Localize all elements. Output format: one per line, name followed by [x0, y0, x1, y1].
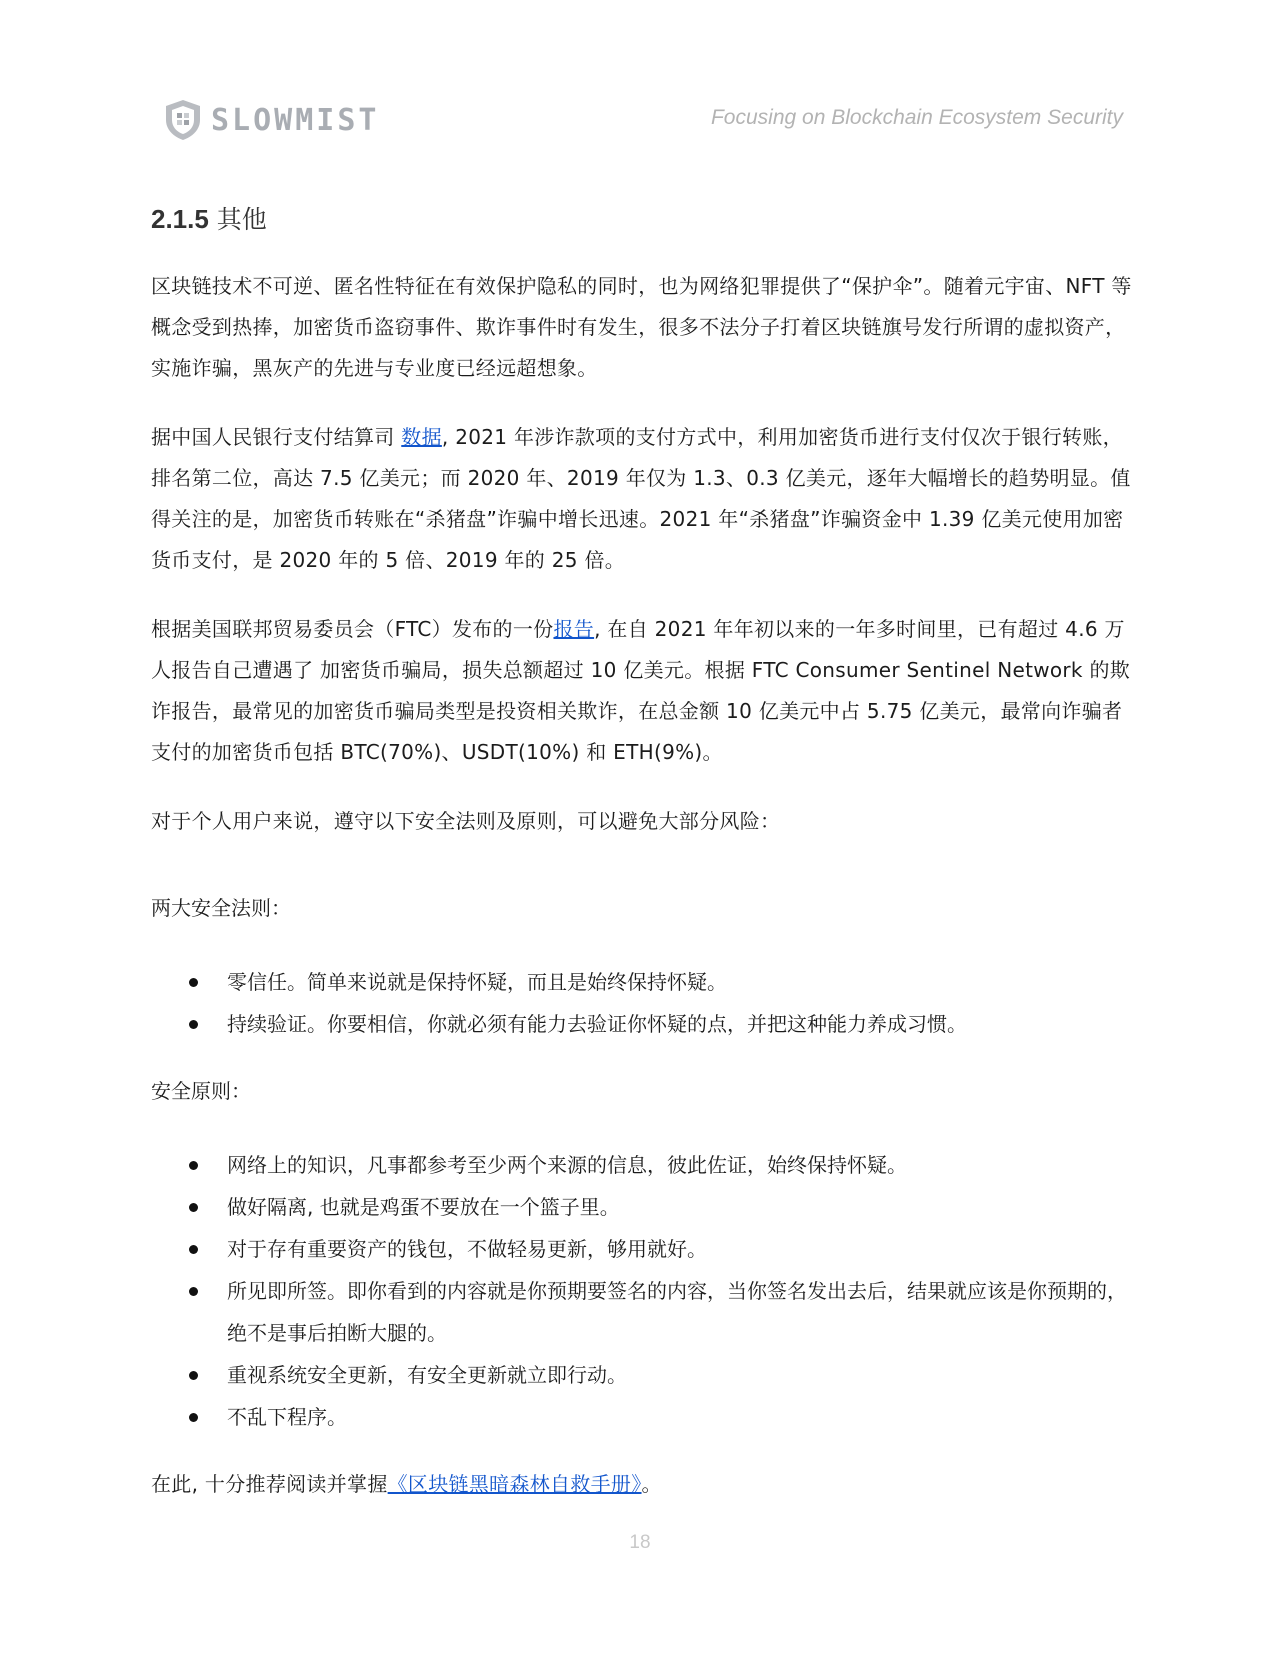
list-item-text: 所见即所签。即你看到的内容就是你预期要签名的内容，当你签名发出去后，结果就应该是你预期的，绝不是事后拍断大腿的。	[227, 1279, 1127, 1345]
paragraph-text: 。	[641, 1472, 662, 1496]
list-item-text: 做好隔离, 也就是鸡蛋不要放在一个篮子里。	[227, 1195, 620, 1219]
rules-list	[151, 961, 1141, 1045]
paragraph-text: 在此, 十分推荐阅读并掌握	[151, 1472, 388, 1496]
paragraph-user-advice	[151, 801, 1141, 842]
principles-label: 安全原则：	[151, 1079, 251, 1103]
section-number: 2.1.5	[151, 204, 209, 234]
logo-wordmark: SLOWMIST	[211, 102, 380, 138]
list-item	[151, 1354, 1141, 1396]
paragraph-text: 据中国人民银行支付结算司	[151, 425, 402, 449]
handbook-link[interactable]: 《区块链黑暗森林自救手册》	[387, 1472, 642, 1496]
paragraph-ftc-report	[151, 609, 1141, 773]
bullet-icon	[189, 1161, 198, 1170]
paragraph-text: , 在自 2021 年年初以来的一年多时间里，已有超过 4.6 万人报告自己遭遇了 加密货币骗局，损失总额超过 10 亿美元。根据 FTC Consumer Sentinel Network 的欺诈报告，最常见的加密货币骗局类型是投资相关欺诈，在总金额 10 亿美元中占 5.75 亿美元，最常向诈骗者支付的加密货币包括 BTC(70%)、USDT(10%) 和 ETH(9%)。	[151, 617, 1131, 764]
list-item	[151, 1144, 1141, 1186]
page-number: 18	[629, 1532, 651, 1553]
paragraph-closing	[151, 1464, 1141, 1505]
list-item-text: 网络上的知识，凡事都参考至少两个来源的信息，彼此佐证，始终保持怀疑。	[227, 1153, 907, 1177]
section-heading	[151, 200, 1141, 236]
principles-list	[151, 1144, 1141, 1438]
page-content	[151, 200, 1141, 1533]
paragraph-text: 对于个人用户来说，遵守以下安全法则及原则，可以避免大部分风险：	[151, 809, 781, 833]
list-item	[151, 1186, 1141, 1228]
list-item	[151, 1270, 1141, 1354]
list-item	[151, 1003, 1141, 1045]
list-item	[151, 1228, 1141, 1270]
report-link[interactable]: 报告	[553, 617, 595, 641]
list-item-text: 持续验证。你要相信，你就必须有能力去验证你怀疑的点，并把这种能力养成习惯。	[227, 1012, 967, 1036]
slowmist-logo	[163, 98, 380, 142]
bullet-icon	[189, 1413, 198, 1422]
section-title: 其他	[216, 205, 267, 234]
bullet-icon	[189, 1287, 198, 1296]
paragraph-text: 区块链技术不可逆、匿名性特征在有效保护隐私的同时，也为网络犯罪提供了“保护伞”。随着元宇宙、NFT 等概念受到热捧，加密货币盗窃事件、欺诈事件时有发生，很多不法分子打着区块链旗号发行所谓的虚拟资产，实施诈骗，黑灰产的先进与专业度已经远超想象。	[151, 274, 1132, 380]
list-item-text: 对于存有重要资产的钱包，不做轻易更新，够用就好。	[227, 1237, 707, 1261]
bullet-icon	[189, 978, 198, 987]
bullet-icon	[189, 1245, 198, 1254]
page-header	[0, 94, 1280, 154]
list-item-text: 零信任。简单来说就是保持怀疑，而且是始终保持怀疑。	[227, 970, 727, 994]
data-link[interactable]: 数据	[401, 425, 442, 449]
list-item-text: 重视系统安全更新，有安全更新就立即行动。	[227, 1363, 627, 1387]
list-item	[151, 1396, 1141, 1438]
list-item	[151, 961, 1141, 1003]
list-item-text: 不乱下程序。	[227, 1405, 347, 1429]
paragraph-text: , 2021 年涉诈款项的支付方式中，利用加密货币进行支付仅次于银行转账，排名第二位，高达 7.5 亿美元；而 2020 年、2019 年仅为 1.3、0.3 亿美元，逐年大幅增长的趋势明显。值得关注的是，加密货币转账在“杀猪盘”诈骗中增长迅速。2021 年“杀猪盘”诈骗资金中 1.39 亿美元使用加密货币支付，是 2020 年的 5 倍、2019 年的 25 倍。	[151, 425, 1131, 572]
rules-label: 两大安全法则：	[151, 896, 291, 920]
shield-icon	[163, 98, 203, 142]
bullet-icon	[189, 1371, 198, 1380]
paragraph-intro	[151, 266, 1141, 389]
header-tagline: Focusing on Blockchain Ecosystem Security	[710, 106, 1123, 129]
bullet-icon	[189, 1020, 198, 1029]
paragraph-pboc-data	[151, 417, 1141, 581]
paragraph-text: 根据美国联邦贸易委员会（FTC）发布的一份	[151, 617, 554, 641]
bullet-icon	[189, 1203, 198, 1212]
